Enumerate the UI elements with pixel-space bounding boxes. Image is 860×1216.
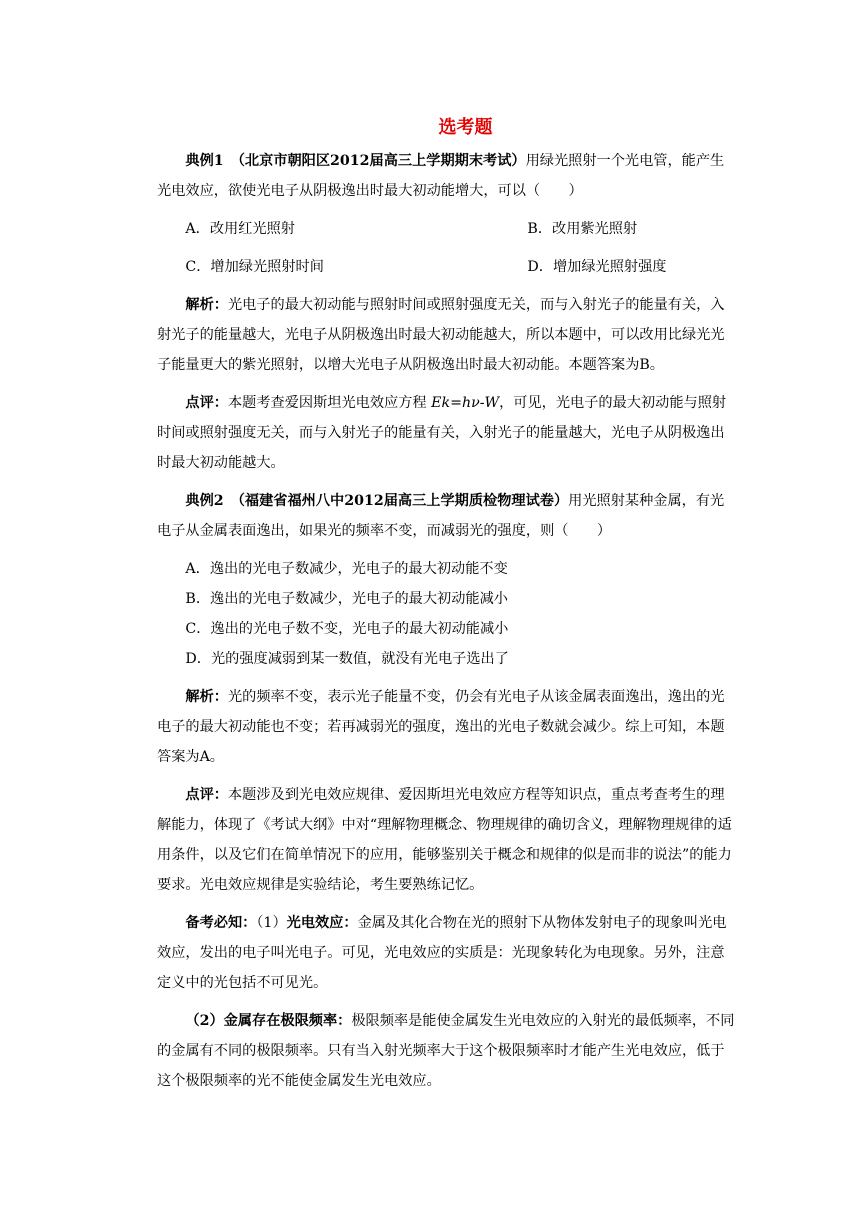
example1-analysis (157, 290, 738, 380)
example2-label: 典例2 (185, 493, 224, 509)
example1-option-d: D．增加绿光照射强度 (527, 259, 667, 275)
example1-comment-pre: 本题考查爱因斯坦光电效应方程 (227, 395, 427, 411)
example2-option-a: A．逸出的光电子数减少，光电子的最大初动能不变 (185, 561, 508, 577)
example2-question-text: 用光照射某种金属，有光电子从金属表面逸出，如果光的频率不变，而减弱光的强度，则（ ） (157, 493, 725, 539)
example1-label: 典例1 (185, 153, 224, 169)
prep-item1-title: 光电效应： (286, 915, 358, 931)
example2-analysis-label: 解析： (185, 689, 228, 705)
example1-option-a: A．改用红光照射 (185, 221, 295, 237)
example1-comment-label: 点评： (185, 395, 228, 411)
example1-question (157, 146, 738, 206)
prep-item2-text: 极限频率是能使金属发生光电效应的入射光的最低频率，不同的金属有不同的极限频率。只有当入射光频率大于这个极限频率时才能产生光电效应，低于这个极限频率的光不能使金属发生光电效应。 (157, 1013, 735, 1089)
prep-item2 (157, 1006, 738, 1096)
example1-comment-post: ，可见，光电子的最大初动能与照射时间或照射强度无关，而与入射光子的能量有关，入射光子的能量越大，光电子从阴极逸出时最大初动能越大。 (157, 395, 727, 471)
example2-option-d: D．光的强度减弱到某一数值，就没有光电子选出了 (185, 651, 509, 667)
example2-analysis-text: 光的频率不变，表示光子能量不变，仍会有光电子从该金属表面逸出，逸出的光电子的最大初动能也不变；若再减弱光的强度，逸出的光电子数就会减少。综上可知，本题答案为A。 (157, 689, 725, 765)
example2-option-c: C．逸出的光电子数不变，光电子的最大初动能减小 (185, 621, 509, 637)
example2-analysis (157, 682, 738, 772)
example1-options-row1 (157, 214, 738, 244)
einstein-formula: Ek=hν-W (431, 395, 500, 411)
example2-question (157, 486, 738, 546)
prep-item2-title: （2）金属存在极限频率： (185, 1013, 352, 1029)
prep-label: 备考必知： (185, 915, 257, 931)
example2-option-b: B．逸出的光电子数减少，光电子的最大初动能减小 (185, 591, 508, 607)
prep-item1-num: （1） (256, 915, 287, 931)
example1-source: （北京市朝阳区2012届高三上学期期末考试） (237, 153, 526, 169)
example1-option-c: C．增加绿光照射时间 (185, 259, 324, 275)
example2-source: （福建省福州八中2012届高三上学期质检物理试卷） (237, 493, 569, 509)
example1-comment (157, 388, 738, 478)
prep-item1-text: 金属及其化合物在光的照射下从物体发射电子的现象叫光电效应，发出的电子叫光电子。可见，光电效应的实质是：光现象转化为电现象。另外，注意定义中的光包括不可见光。 (157, 915, 727, 991)
example1-question-text: 用绿光照射一个光电管，能产生光电效应，欲使光电子从阴极逸出时最大初动能增大，可以（ ） (157, 153, 725, 199)
example2-comment (157, 780, 738, 900)
example1-analysis-text: 光电子的最大初动能与照射时间或照射强度无关，而与入射光子的能量有关，入射光子的能量越大，光电子从阴极逸出时最大初动能越大，所以本题中，可以改用比绿光光子能量更大的紫光照射，以增大光电子从阴极逸出时最大初动能。本题答案为B。 (157, 297, 725, 373)
example1-option-b: B．改用紫光照射 (527, 221, 638, 237)
example1-options-row2 (157, 252, 738, 282)
prep-item1 (157, 908, 738, 998)
example1-analysis-label: 解析： (185, 297, 228, 313)
example2-comment-label: 点评： (185, 787, 228, 803)
example2-comment-text: 本题涉及到光电效应规律、爱因斯坦光电效应方程等知识点，重点考查考生的理解能力，体现了《考试大纲》中对“理解物理概念、物理规律的确切含义，理解物理规律的适用条件，以及它们在简单情况下的应用，能够鉴别关于概念和规律的似是而非的说法”的能力要求。光电效应规律是实验结论，考生要熟练记忆。 (157, 787, 732, 893)
page-title: 选考题 (438, 117, 493, 138)
